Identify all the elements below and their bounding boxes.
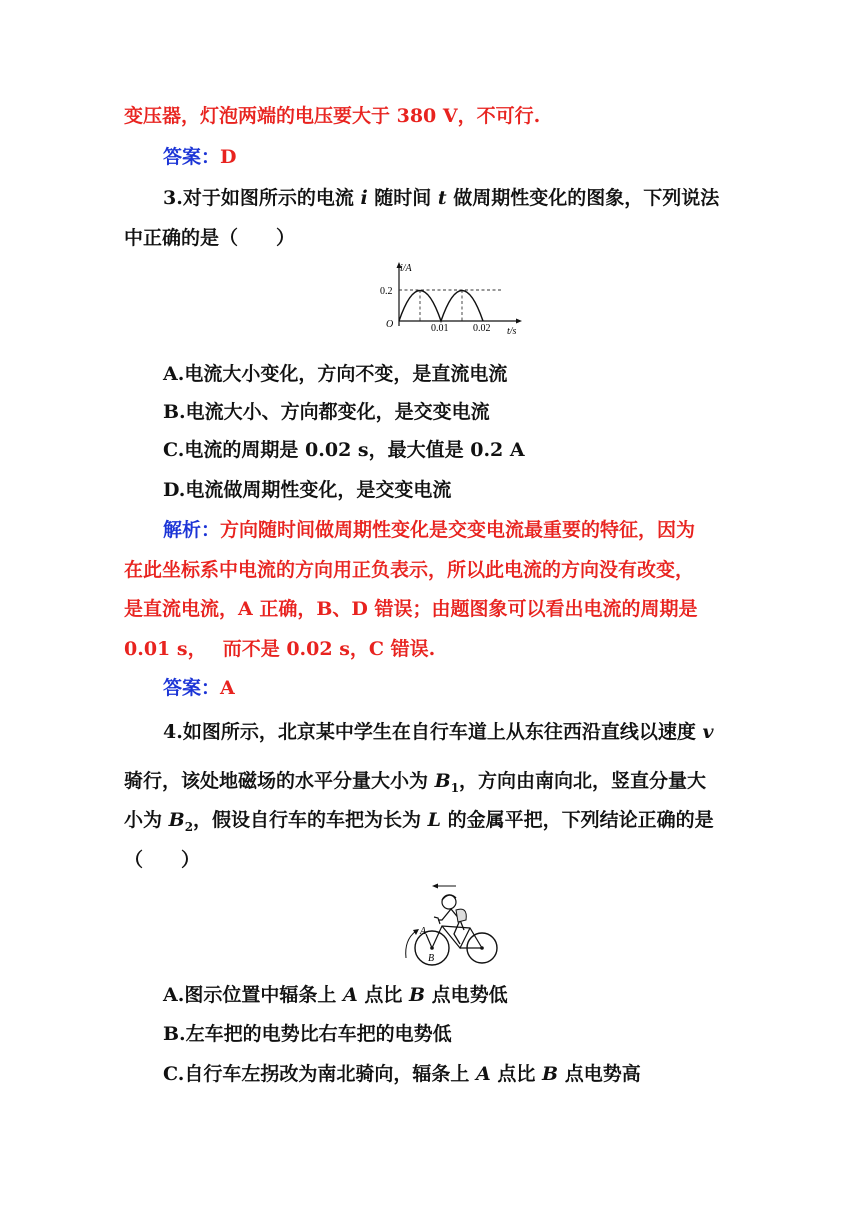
direction-arrowhead bbox=[432, 884, 438, 889]
bicycle-rider-figure bbox=[398, 876, 502, 970]
q3-option-b: B.电流大小、方向都变化，是交变电流 bbox=[163, 401, 490, 423]
answer-label: 答案： bbox=[163, 146, 221, 168]
analysis-label: 解析： bbox=[163, 519, 221, 541]
var-v: v bbox=[702, 721, 714, 743]
q4-stem-line-4: （ ） bbox=[124, 849, 201, 871]
q4-stem-line-1 bbox=[163, 720, 714, 744]
var-b: B bbox=[408, 984, 426, 1006]
x-axis-arrow bbox=[516, 319, 522, 324]
q3-option-c: C.电流的周期是 0.02 s，最大值是 0.2 A bbox=[163, 439, 525, 461]
q3-answer-line bbox=[163, 676, 235, 700]
q3-stem-text: 做周期性变化的图象，下列说法 bbox=[446, 187, 720, 209]
q3-stem-line-1 bbox=[163, 186, 719, 210]
var-a: A bbox=[476, 1063, 491, 1085]
q4-stem-text: 的金属平把，下列结论正确的是 bbox=[441, 809, 714, 831]
current-waveform bbox=[399, 291, 483, 322]
previous-explanation-tail: 变压器，灯泡两端的电压要大于 380 V，不可行. bbox=[124, 105, 541, 127]
point-a-label: A bbox=[420, 926, 427, 937]
rider-backpack bbox=[456, 909, 466, 922]
q3-option-d: D.电流做周期性变化，是交变电流 bbox=[163, 479, 452, 501]
option-text: 点比 bbox=[490, 1063, 543, 1085]
q4-stem-text: 骑行，该处地磁场的水平分量大小为 bbox=[124, 770, 435, 792]
x-tick-label-2: 0.02 bbox=[473, 323, 491, 334]
subscript-2: 2 bbox=[184, 819, 194, 834]
q4-option-c bbox=[163, 1062, 641, 1086]
option-text: A.图示位置中辐条上 bbox=[163, 984, 343, 1006]
current-time-graph bbox=[378, 258, 528, 338]
x-axis-label: t/s bbox=[507, 326, 517, 337]
var-l: L bbox=[427, 809, 442, 831]
q4-stem-text: ，假设自行车的车把为长为 bbox=[193, 809, 428, 831]
y-tick-label: 0.2 bbox=[380, 286, 393, 297]
option-text: 点电势高 bbox=[558, 1063, 641, 1085]
bike-frame bbox=[432, 926, 482, 948]
q4-option-a bbox=[163, 983, 508, 1007]
answer-value: A bbox=[220, 677, 235, 699]
q4-stem-text: 4.如图所示，北京某中学生在自行车道上从东往西沿直线以速度 bbox=[163, 721, 703, 743]
q3-option-a: A.电流大小变化，方向不变，是直流电流 bbox=[163, 363, 508, 385]
var-b2: B bbox=[168, 809, 185, 831]
origin-label: O bbox=[386, 319, 394, 330]
option-text: 点比 bbox=[357, 984, 409, 1006]
point-b-label: B bbox=[428, 953, 435, 964]
x-tick-label-1: 0.01 bbox=[431, 323, 449, 334]
q3-analysis-line-1 bbox=[163, 518, 695, 542]
q3-stem-line-2: 中正确的是（ ） bbox=[124, 227, 296, 249]
answer-value: D bbox=[220, 146, 237, 168]
option-text: 点电势低 bbox=[425, 984, 508, 1006]
rotation-arrowhead bbox=[413, 929, 419, 935]
q4-stem-line-3 bbox=[124, 808, 714, 839]
q3-analysis-line-2: 在此坐标系中电流的方向用正负表示，所以此电流的方向没有改变， bbox=[124, 559, 695, 581]
q3-stem-text: 3.对于如图所示的电流 bbox=[163, 187, 361, 209]
subscript-1: 1 bbox=[450, 780, 460, 795]
option-text: C.自行车左拐改为南北骑向，辐条上 bbox=[163, 1063, 477, 1085]
var-a: A bbox=[342, 984, 358, 1006]
answer-label: 答案： bbox=[163, 677, 221, 699]
q4-stem-text: ，方向由南向北，竖直分量大 bbox=[459, 770, 707, 792]
var-b1: B bbox=[434, 770, 451, 792]
q3-stem-text: 随时间 bbox=[367, 187, 438, 209]
analysis-text: 方向随时间做周期性变化是交变电流最重要的特征，因为 bbox=[220, 519, 696, 541]
q4-stem-text: 小为 bbox=[124, 809, 169, 831]
spoke-ab bbox=[426, 934, 432, 948]
var-i: i bbox=[360, 187, 368, 209]
q4-option-b: B.左车把的电势比右车把的电势低 bbox=[163, 1023, 452, 1045]
q2-answer-line bbox=[163, 145, 237, 169]
q3-analysis-line-3: 是直流电流，A 正确，B、D 错误；由题图象可以看出电流的周期是 bbox=[124, 598, 698, 620]
y-axis-label: i/A bbox=[400, 263, 412, 274]
var-t: t bbox=[437, 187, 447, 209]
q4-stem-line-2 bbox=[124, 769, 706, 800]
var-b: B bbox=[542, 1063, 559, 1085]
q3-analysis-line-4: 0.01 s， 而不是 0.02 s，C 错误. bbox=[124, 638, 436, 660]
rotation-arc bbox=[406, 931, 416, 958]
